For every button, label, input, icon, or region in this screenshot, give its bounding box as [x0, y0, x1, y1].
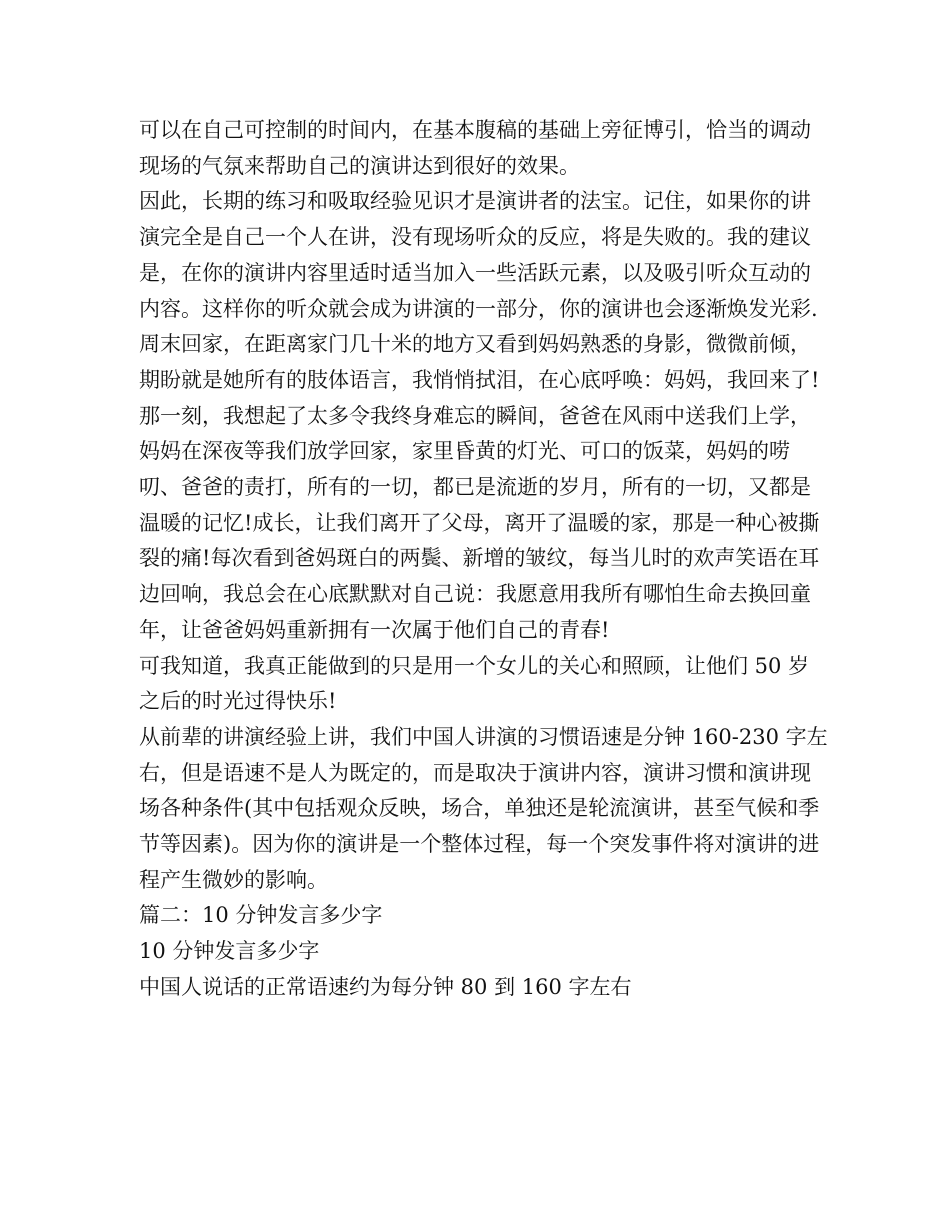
document-body [139, 113, 829, 1006]
paragraph-2: 因此，长期的练习和吸取经验见识才是演讲者的法宝。记住，如果你的讲演完全是自己一个人在讲，没有现场听众的反应，将是失败的。我的建议是，在你的演讲内容里适时适当加入一些活跃元素，以及吸引听众互动的内容。这样你的听众就会成为讲演的一部分，你的演讲也会逐渐焕发光彩. [139, 189, 818, 321]
paragraph-1: 可以在自己可控制的时间内，在基本腹稿的基础上旁征博引，恰当的调动现场的气氛来帮助自己的演讲达到很好的效果。 [139, 118, 811, 178]
section-heading: 篇二：10 分钟发言多少字 [139, 903, 383, 928]
paragraph-3: 周末回家，在距离家门几十米的地方又看到妈妈熟悉的身影，微微前倾，期盼就是她所有的肢体语言，我悄悄拭泪，在心底呼唤：妈妈，我回来了!那一刻，我想起了太多令我终身难忘的瞬间，爸爸在风雨中送我们上学，妈妈在深夜等我们放学回家，家里昏黄的灯光、可口的饭菜，妈妈的唠叨、爸爸的责打，所有的一切，都已是流逝的岁月，所有的一切，又都是温暖的记忆!成长，让我们离开了父母，离开了温暖的家，那是一种心被撕裂的痛!每次看到爸妈斑白的两鬓、新增的皱纹，每当儿时的欢声笑语在耳边回响，我总会在心底默默对自己说：我愿意用我所有哪怕生命去换回童年，让爸爸妈妈重新拥有一次属于他们自己的青春! [139, 332, 820, 642]
paragraph-4: 可我知道，我真正能做到的只是用一个女儿的关心和照顾，让他们 50 岁之后的时光过得快乐! [139, 653, 810, 714]
paragraph-5: 从前辈的讲演经验上讲，我们中国人讲演的习惯语速是分钟 160-230 字左右，但是语速不是人为既定的，而是取决于演讲内容，演讲习惯和演讲现场各种条件(其中包括观众反映，场合，单独还是轮流演讲，甚至气候和季节等因素)。因为你的演讲是一个整体过程，每一个突发事件将对演讲的进程产生微妙的影响。 [139, 724, 828, 892]
section-subheading: 10 分钟发言多少字 [139, 939, 320, 964]
paragraph-6: 中国人说话的正常语速约为每分钟 80 到 160 字左右 [139, 974, 632, 999]
